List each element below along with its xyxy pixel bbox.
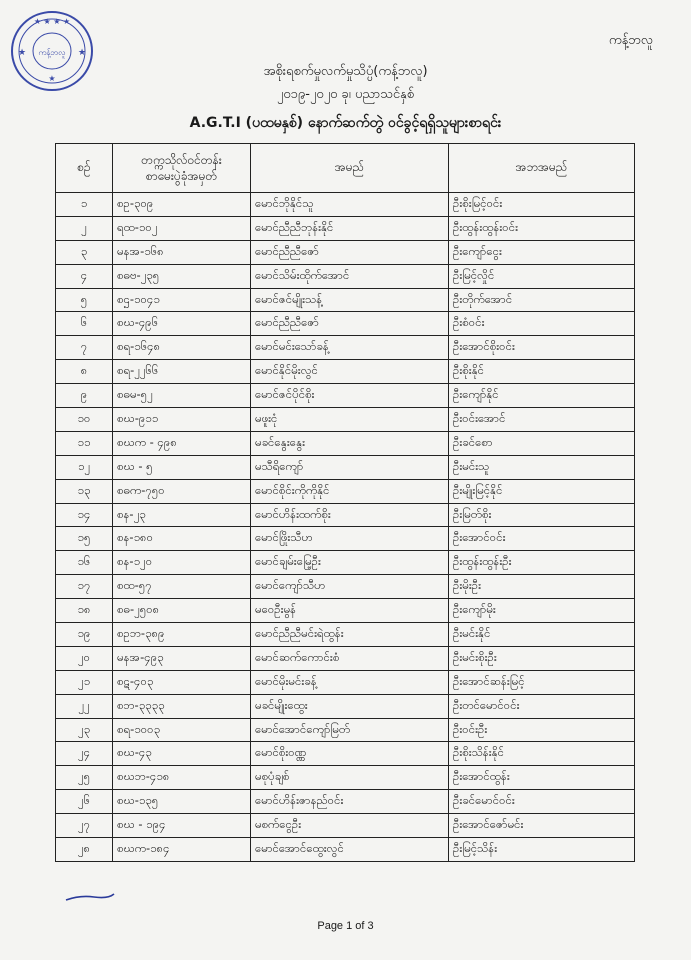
cell-father-name: ဦးမင်းသူ <box>449 455 635 479</box>
cell-name: မောင်ဟိန်းဇာနည်ဝင်း <box>251 790 449 814</box>
cell-exam-roll: စဓဗ-၂၃၅ <box>113 264 251 288</box>
cell-exam-roll: စဃက-၁၈၄ <box>113 838 251 862</box>
cell-serial-no: ၁ <box>56 193 113 217</box>
cell-name: မောင်မိုးမင်းခန့် <box>251 670 449 694</box>
cell-father-name: ဦးမျိုးမြင့်နိုင် <box>449 479 635 503</box>
cell-father-name: ဦးထွန်းထွန်းဝင်း <box>449 216 635 240</box>
cell-father-name: ဦးကျော်နိုင် <box>449 384 635 408</box>
cell-serial-no: ၉ <box>56 384 113 408</box>
header-exam-line1: တက္ကသိုလ်ဝင်တန်း <box>141 153 222 167</box>
cell-father-name: ဦးစိုးမြင့်ဝင်း <box>449 193 635 217</box>
cell-name: မောင်မင်းသော်ခန့် <box>251 336 449 360</box>
list-title: A.G.T.I (ပထမနှစ်) နောက်ဆက်တွဲ ဝင်ခွင့်ရရှိသူများစာရင်း <box>189 115 502 131</box>
cell-father-name: ဦးမြတ်စိုး <box>449 503 635 527</box>
table-row <box>56 288 635 312</box>
cell-exam-roll: စန-၁၂၀ <box>113 551 251 575</box>
table-row <box>56 431 635 455</box>
table-row <box>56 408 635 432</box>
cell-father-name: ဦးအောင်ဝင်း <box>449 527 635 551</box>
table-row <box>56 264 635 288</box>
cell-name: မခင်နွေးနွေး <box>251 431 449 455</box>
cell-serial-no: ၅ <box>56 288 113 312</box>
cell-exam-roll: စဃက - ၄၉၈ <box>113 431 251 455</box>
cell-exam-roll: စရ-၁၀၀၃ <box>113 718 251 742</box>
svg-text:★: ★ <box>18 48 27 58</box>
table-row <box>56 838 635 862</box>
cell-exam-roll: စဃ-၄၉၆ <box>113 312 251 336</box>
table-row <box>56 575 635 599</box>
cell-father-name: ဦးစံဝင်း <box>449 312 635 336</box>
cell-name: မောင်စိုင်းကိုကိုနိုင် <box>251 479 449 503</box>
cell-exam-roll: စထ-၅၇ <box>113 575 251 599</box>
cell-name: မသီရိကျော် <box>251 455 449 479</box>
cell-name: မောင်ဇင်ပိုင်စိုး <box>251 384 449 408</box>
cell-father-name: ဦးမြင့်သိန်း <box>449 838 635 862</box>
svg-text:★: ★ <box>78 48 87 58</box>
cell-serial-no: ၁၈ <box>56 599 113 623</box>
cell-exam-roll: စဃ - ၅ <box>113 455 251 479</box>
cell-father-name: ဦးမင်းစိုးဦး <box>449 646 635 670</box>
cell-father-name: ဦးစိုးနိုင် <box>449 360 635 384</box>
cell-exam-roll: စဃဘ-၄၁၈ <box>113 766 251 790</box>
cell-father-name: ဦးတိုက်အောင် <box>449 288 635 312</box>
cell-exam-roll: စဃ-၁၃၅ <box>113 790 251 814</box>
cell-exam-roll: စဃ-၄၃ <box>113 742 251 766</box>
cell-name: မောင်စိုးဝဏ္ဏ <box>251 742 449 766</box>
cell-name: မောင်ချမ်းမြေ့ဦး <box>251 551 449 575</box>
cell-serial-no: ၂ <box>56 216 113 240</box>
admission-list-table <box>55 143 635 862</box>
cell-father-name: ဦးခင်စော <box>449 431 635 455</box>
institute-title: အစိုးရစက်မှုလက်မှုသိပ္ပံ(ကန့်ဘလူ) <box>263 64 428 79</box>
pen-tick-mark <box>60 888 120 906</box>
table-row <box>56 599 635 623</box>
cell-serial-no: ၁၁ <box>56 431 113 455</box>
cell-serial-no: ၂၄ <box>56 742 113 766</box>
cell-exam-roll: စဘ-၃၃၃၃ <box>113 694 251 718</box>
header-name: အမည် <box>251 144 449 193</box>
cell-name: မောင်ဖြိုးသီဟ <box>251 527 449 551</box>
cell-name: မောင်ညီညီဇော် <box>251 240 449 264</box>
table-row <box>56 623 635 647</box>
cell-father-name: ဦးကျော်မိုး <box>449 599 635 623</box>
svg-text:★ ★ ★ ★: ★ ★ ★ ★ <box>33 17 71 26</box>
cell-name: မဖူးငုံ <box>251 408 449 432</box>
cell-exam-roll: စဥဘ-၃၈၉ <box>113 623 251 647</box>
cell-serial-no: ၁၀ <box>56 408 113 432</box>
table-row <box>56 694 635 718</box>
cell-name: မောင်အောင်ကျော်မြတ် <box>251 718 449 742</box>
cell-father-name: ဦးစိုးသိန်းနိုင် <box>449 742 635 766</box>
table-row <box>56 790 635 814</box>
cell-serial-no: ၂၀ <box>56 646 113 670</box>
cell-serial-no: ၂၇ <box>56 814 113 838</box>
cell-name: မောင်ညီညီမင်းရဲထွန်း <box>251 623 449 647</box>
cell-serial-no: ၁၉ <box>56 623 113 647</box>
cell-father-name: ဦးမြင့်လှိုင် <box>449 264 635 288</box>
table-row <box>56 336 635 360</box>
cell-father-name: ဦးအောင်ထွန်း <box>449 766 635 790</box>
cell-serial-no: ၆ <box>56 312 113 336</box>
cell-father-name: ဦးကျော်ငွေး <box>449 240 635 264</box>
cell-exam-roll: စန-၁၈၀ <box>113 527 251 551</box>
cell-serial-no: ၁၃ <box>56 479 113 503</box>
table-row <box>56 312 635 336</box>
cell-name: မောင်ညီညီဇော် <box>251 312 449 336</box>
cell-name: မဝေဦးမွန် <box>251 599 449 623</box>
table-row <box>56 742 635 766</box>
cell-exam-roll: စဃ-၉၁၁ <box>113 408 251 432</box>
cell-name: မောင်ကျော်သီဟ <box>251 575 449 599</box>
cell-serial-no: ၈ <box>56 360 113 384</box>
corner-location-label: ကန့်ဘလူ <box>608 33 653 48</box>
cell-serial-no: ၁၂ <box>56 455 113 479</box>
page-number: Page 1 of 3 <box>317 920 374 932</box>
academic-year: ၂၀၁၉-၂၀၂၀ ခု၊ ပညာသင်နှစ် <box>276 87 415 102</box>
cell-serial-no: ၇ <box>56 336 113 360</box>
table-header-row <box>56 144 635 193</box>
table-row <box>56 503 635 527</box>
cell-father-name: ဦးမင်းနိုင် <box>449 623 635 647</box>
table-row <box>56 360 635 384</box>
table-row <box>56 814 635 838</box>
table-row <box>56 718 635 742</box>
cell-name: မောင်သိမ်းထိုက်အောင် <box>251 264 449 288</box>
cell-exam-roll: စဓက-၇၅၀ <box>113 479 251 503</box>
table-row <box>56 479 635 503</box>
cell-name: မောင်အောင်ထွေးလွင် <box>251 838 449 862</box>
cell-father-name: ဦးဝင်းအောင် <box>449 408 635 432</box>
cell-father-name: ဦးမိုးဦး <box>449 575 635 599</box>
table-row <box>56 455 635 479</box>
cell-exam-roll: ရထ-၁၀၂ <box>113 216 251 240</box>
table-row <box>56 216 635 240</box>
table-row <box>56 240 635 264</box>
header-father-name: အဘအမည် <box>449 144 635 193</box>
cell-serial-no: ၄ <box>56 264 113 288</box>
cell-serial-no: ၁၇ <box>56 575 113 599</box>
cell-exam-roll: စဌ-၁၀၄၁ <box>113 288 251 312</box>
cell-exam-roll: မနအ-၁၆၈ <box>113 240 251 264</box>
table-row <box>56 193 635 217</box>
cell-father-name: ဦးအောင်ဆန်းမြင့် <box>449 670 635 694</box>
cell-exam-roll: စဋ-၄၀၃ <box>113 670 251 694</box>
table-row <box>56 766 635 790</box>
cell-exam-roll: စန-၂၃ <box>113 503 251 527</box>
cell-serial-no: ၂၆ <box>56 790 113 814</box>
cell-name: မောင်ဇင်မျိုးသန့် <box>251 288 449 312</box>
cell-father-name: ဦးတင်မောင်ဝင်း <box>449 694 635 718</box>
cell-father-name: ဦးခင်မောင်ဝင်း <box>449 790 635 814</box>
svg-text:★: ★ <box>48 74 56 83</box>
table-row <box>56 527 635 551</box>
table-row <box>56 646 635 670</box>
cell-exam-roll: မနအ-၄၉၃ <box>113 646 251 670</box>
cell-father-name: ဦးအောင်ဇော်မင်း <box>449 814 635 838</box>
cell-name: မောင်ဟိန်းထက်စိုး <box>251 503 449 527</box>
cell-serial-no: ၁၆ <box>56 551 113 575</box>
cell-name: မောင်နိုင်မိုးလွင် <box>251 360 449 384</box>
cell-exam-roll: စဓ-၂၅၀၈ <box>113 599 251 623</box>
cell-father-name: ဦးဝင်းဦး <box>449 718 635 742</box>
cell-name: မစက်ငွေဦး <box>251 814 449 838</box>
cell-serial-no: ၂၈ <box>56 838 113 862</box>
cell-father-name: ဦးအောင်စိုးဝင်း <box>449 336 635 360</box>
cell-name: မခင်မျိုးထွေး <box>251 694 449 718</box>
cell-name: မောင်ဆက်ကောင်းစံ <box>251 646 449 670</box>
cell-exam-roll: စဃ - ၁၉၄ <box>113 814 251 838</box>
header-exam-line2: စာမေးပွဲခုံအမှတ် <box>145 169 218 183</box>
cell-serial-no: ၁၅ <box>56 527 113 551</box>
cell-serial-no: ၂၅ <box>56 766 113 790</box>
header-serial-no: စဉ် <box>56 144 113 193</box>
cell-serial-no: ၃ <box>56 240 113 264</box>
table-row <box>56 551 635 575</box>
cell-exam-roll: စရ-၂၂၆၆ <box>113 360 251 384</box>
cell-exam-roll: စဓမ-၅၂ <box>113 384 251 408</box>
cell-exam-roll: စရ-၁၆၄၈ <box>113 336 251 360</box>
cell-name: မောင်ဘိုနိုင်သူ <box>251 193 449 217</box>
cell-serial-no: ၁၄ <box>56 503 113 527</box>
cell-serial-no: ၂၂ <box>56 694 113 718</box>
cell-exam-roll: စဥ-၃၀၉ <box>113 193 251 217</box>
stamp-center-text: ကန့်ဘလူ <box>38 48 66 57</box>
cell-serial-no: ၂၁ <box>56 670 113 694</box>
cell-name: မစုပုံချစ် <box>251 766 449 790</box>
cell-name: မောင်ညီညီဘုန်းနိုင် <box>251 216 449 240</box>
header-exam-roll <box>113 144 251 193</box>
cell-serial-no: ၂၃ <box>56 718 113 742</box>
cell-father-name: ဦးထွန်းထွန်းဦး <box>449 551 635 575</box>
table-row <box>56 384 635 408</box>
table-row <box>56 670 635 694</box>
